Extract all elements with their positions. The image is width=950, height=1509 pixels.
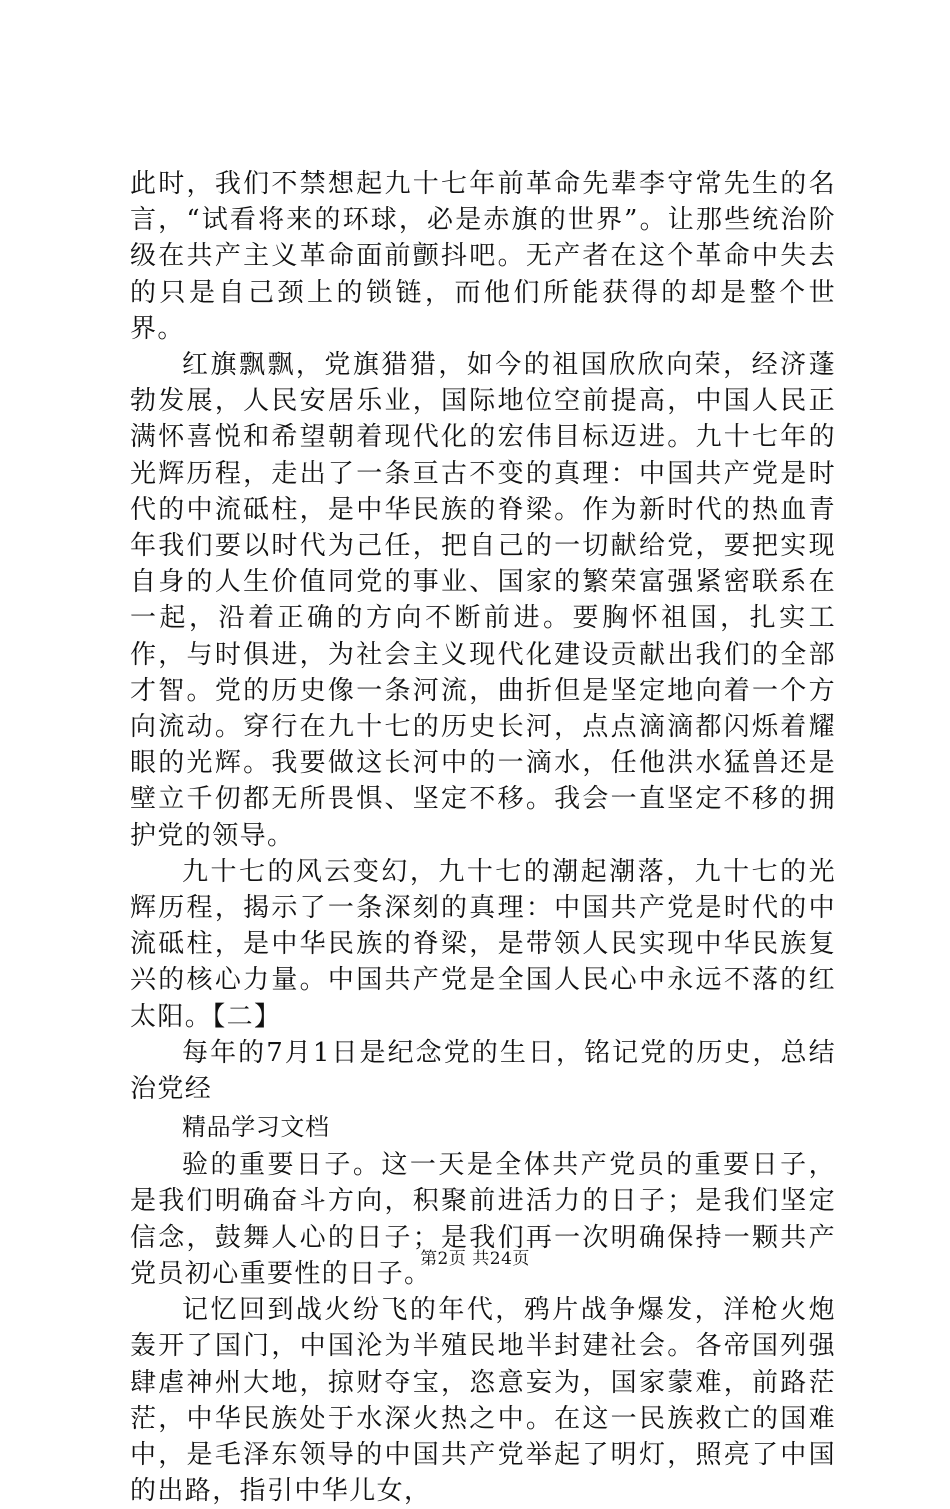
paragraph-1: 此时，我们不禁想起九十七年前革命先辈李守常先生的名言，“试看将来的环球，必是赤旗的世界”。让那些统治阶级在共产主义革命面前颤抖吧。无产者在这个革命中失去的只是自己颈上的锁链，而他们所能获得的却是整个世界。 <box>130 169 836 344</box>
paragraph-5: 验的重要日子。这一天是全体共产党员的重要日子，是我们明确奋斗方向，积聚前进活力的日子；是我们坚定信念，鼓舞人心的日子；是我们再一次明确保持一颗共产党员初心重要性的日子。 <box>130 1150 836 1289</box>
paragraph-3: 九十七的风云变幻，九十七的潮起潮落，九十七的光辉历程，揭示了一条深刻的真理：中国共产党是时代的中流砥柱，是中华民族的脊梁，是带领人民实现中华民族复兴的核心力量。中国共产党是全国人民心中永远不落的红太阳。【二】 <box>130 856 836 1032</box>
watermark-label: 精品学习文档 <box>182 1113 330 1142</box>
paragraph-4: 每年的7月1日是纪念党的生日，铭记党的历史，总结治党经 <box>130 1037 836 1105</box>
page-number-footer: 第2页 共24页 <box>420 1249 530 1269</box>
document-body <box>130 166 836 1509</box>
paragraph-6: 记忆回到战火纷飞的年代，鸦片战争爆发，洋枪火炮轰开了国门，中国沦为半殖民地半封建社会。各帝国列强肆虐神州大地，掠财夺宝，恣意妄为，国家蒙难，前路茫茫，中华民族处于水深火热之中。在这一民族救亡的国难中，是毛泽东领导的中国共产党举起了明灯，照亮了中国的出路，指引中华儿女， <box>130 1295 836 1507</box>
paragraph-2: 红旗飘飘，党旗猎猎，如今的祖国欣欣向荣，经济蓬勃发展，人民安居乐业，国际地位空前提高，中国人民正满怀喜悦和希望朝着现代化的宏伟目标迈进。九十七年的光辉历程，走出了一条亘古不变的真理：中国共产党是时代的中流砥柱，是中华民族的脊梁。作为新时代的热血青年我们要以时代为己任，把自己的一切献给党，要把实现自身的人生价值同党的事业、国家的繁荣富强紧密联系在一起，沿着正确的方向不断前进。要胸怀祖国，扎实工作，与时俱进，为社会主义现代化建设贡献出我们的全部才智。党的历史像一条河流，曲折但是坚定地向着一个方向流动。穿行在九十七的历史长河，点点滴滴都闪烁着耀眼的光辉。我要做这长河中的一滴水，任他洪水猛兽还是壁立千仞都无所畏惧、坚定不移。我会一直坚定不移的拥护党的领导。 <box>130 350 836 851</box>
